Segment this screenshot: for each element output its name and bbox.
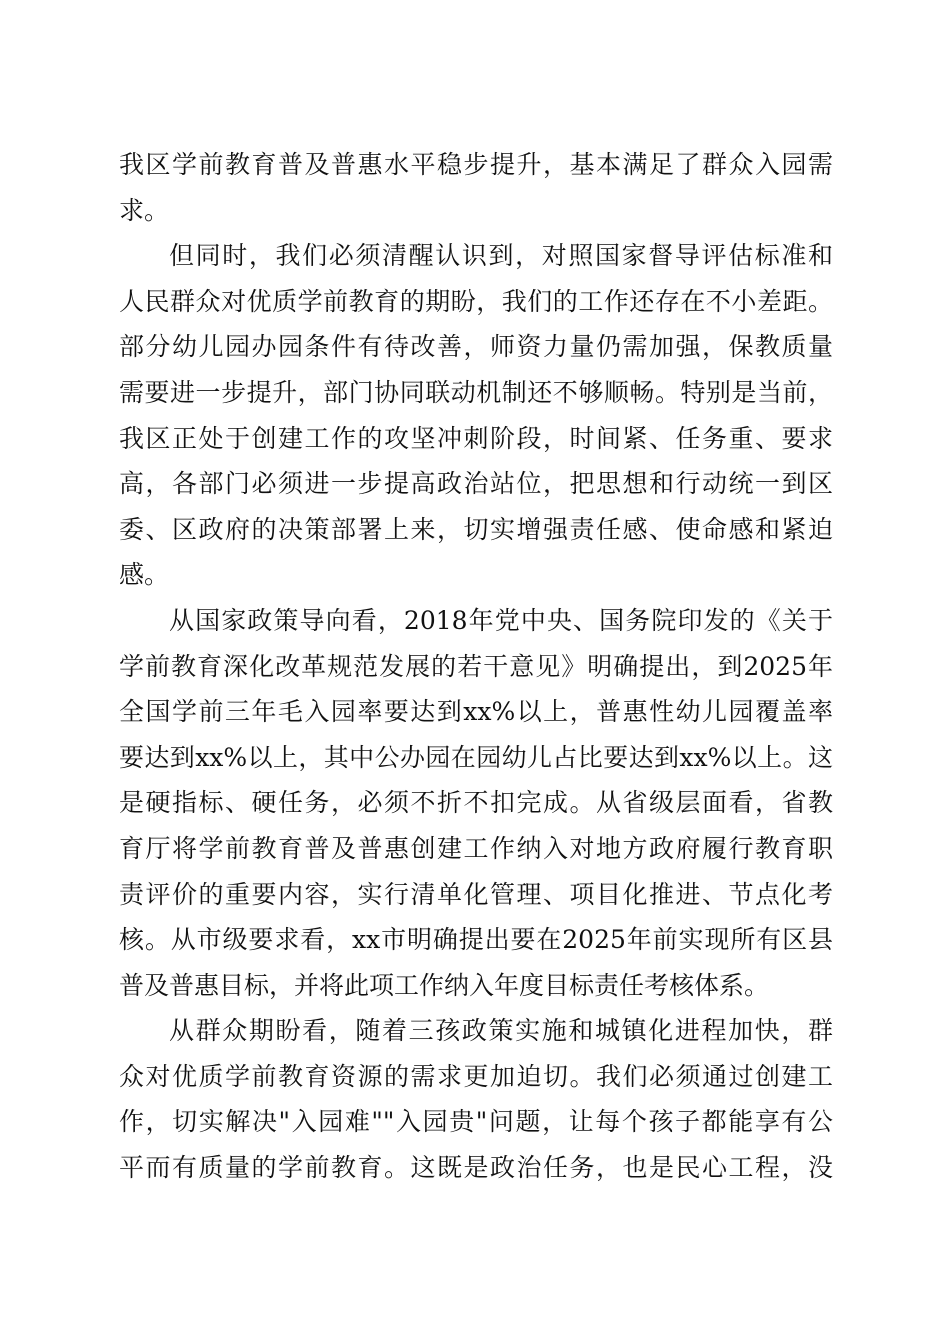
text-line: 人民群众对优质学前教育的期盼，我们的工作还存在不小差距。: [119, 286, 833, 316]
paragraph: [119, 233, 833, 598]
text-line: 我区学前教育普及普惠水平稳步提升，基本满足了群众入园需: [119, 150, 833, 179]
text-line: 责评价的重要内容，实行清单化管理、项目化推进、节点化考: [119, 879, 833, 909]
text-line: 高，各部门必须进一步提高政治站位，把思想和行动统一到区: [119, 469, 833, 499]
text-line: 求。: [119, 195, 170, 225]
text-line: 从国家政策导向看，2018年党中央、国务院印发的《关于: [169, 605, 833, 635]
text-line: 委、区政府的决策部署上来，切实增强责任感、使命感和紧迫: [119, 514, 833, 544]
paragraph: [119, 598, 833, 1008]
text-line: 全国学前三年毛入园率要达到xx%以上，普惠性幼儿园覆盖率: [119, 697, 833, 727]
body-text: [119, 142, 833, 1191]
text-line: 平而有质量的学前教育。这既是政治任务，也是民心工程，没: [119, 1153, 833, 1183]
text-line: 核。从市级要求看，xx市明确提出要在2025年前实现所有区县: [119, 925, 833, 955]
text-line: 需要进一步提升，部门协同联动机制还不够顺畅。特别是当前，: [119, 377, 833, 407]
text-line: 作，切实解决"入园难""入园贵"问题，让每个孩子都能享有公: [119, 1107, 833, 1137]
text-line: 部分幼儿园办园条件有待改善，师资力量仍需加强，保教质量: [119, 332, 833, 362]
text-line: 育厅将学前教育普及普惠创建工作纳入对地方政府履行教育职: [119, 833, 833, 863]
text-line: 但同时，我们必须清醒认识到，对照国家督导评估标准和: [169, 241, 833, 271]
text-line: 从群众期盼看，随着三孩政策实施和城镇化进程加快，群: [169, 1016, 833, 1046]
text-line: 要达到xx%以上，其中公办园在园幼儿占比要达到xx%以上。这: [119, 742, 833, 772]
text-line: 学前教育深化改革规范发展的若干意见》明确提出，到2025年: [119, 651, 833, 681]
paragraph: [119, 142, 833, 233]
text-line: 众对优质学前教育资源的需求更加迫切。我们必须通过创建工: [119, 1061, 833, 1091]
text-line: 感。: [119, 560, 170, 590]
text-line: 普及普惠目标，并将此项工作纳入年度目标责任考核体系。: [119, 970, 770, 1000]
paragraph: [119, 1008, 833, 1190]
text-line: 我区正处于创建工作的攻坚冲刺阶段，时间紧、任务重、要求: [119, 423, 833, 453]
text-line: 是硬指标、硬任务，必须不折不扣完成。从省级层面看，省教: [119, 788, 833, 818]
